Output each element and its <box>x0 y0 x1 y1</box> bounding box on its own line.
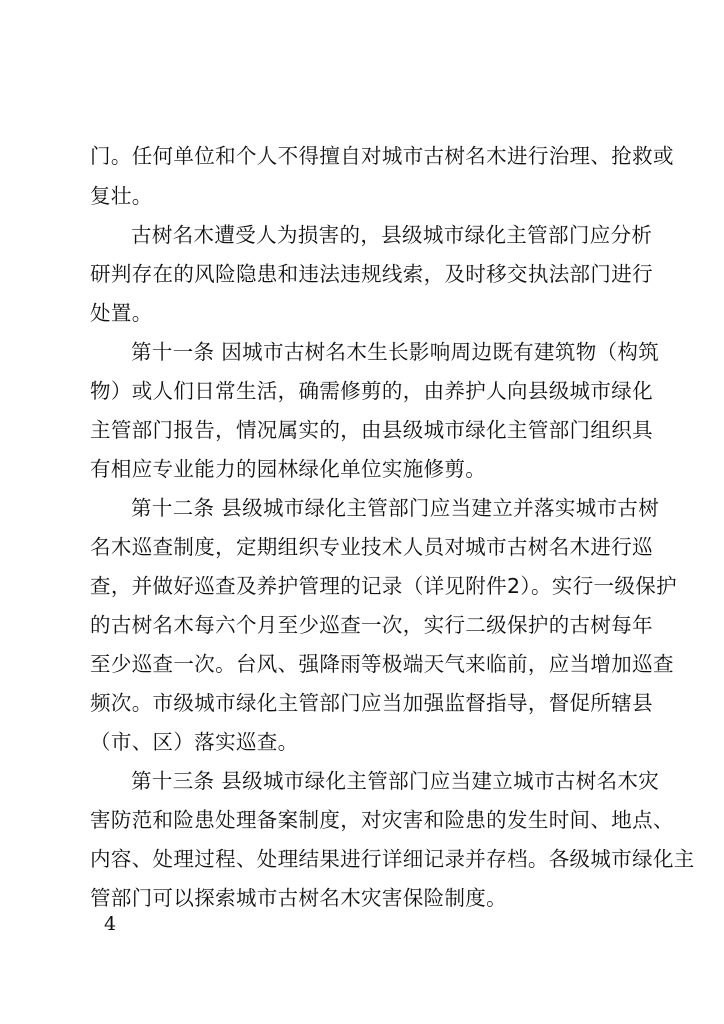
paragraph-4-line-7: （市、区）落实巡查。 <box>90 730 299 754</box>
paragraph-3-line-1: 第十一条 因城市古树名木生长影响周边既有建筑物（构筑 <box>131 340 660 364</box>
paragraph-2-line-2: 研判存在的风险隐患和违法违规线索，及时移交执法部门进行 <box>90 262 653 286</box>
paragraph-3-line-2: 物）或人们日常生活，确需修剪的，由养护人向县级城市绿化 <box>90 379 653 403</box>
paragraph-5-line-2: 害防范和险患处理备案制度，对灾害和险患的发生时间、地点、 <box>90 808 674 832</box>
paragraph-3-line-4: 有相应专业能力的园林绿化单位实施修剪。 <box>90 457 487 481</box>
paragraph-4-line-4: 的古树名木每六个月至少巡查一次，实行二级保护的古树每年 <box>90 613 653 637</box>
paragraph-2-line-3: 处置。 <box>90 301 153 325</box>
paragraph-1-line-2: 复壮。 <box>90 184 153 208</box>
page-number: 4 <box>104 913 117 935</box>
paragraph-2-line-1: 古树名木遭受人为损害的，县级城市绿化主管部门应分析 <box>131 223 653 247</box>
paragraph-3-line-3: 主管部门报告，情况属实的，由县级城市绿化主管部门组织具 <box>90 418 653 442</box>
paragraph-5-line-3: 内容、处理过程、处理结果进行详细记录并存档。各级城市绿化主 <box>90 847 695 871</box>
paragraph-4-line-6: 频次。市级城市绿化主管部门应当加强监督指导，督促所辖县 <box>90 691 653 715</box>
paragraph-5-line-4: 管部门可以探索城市古树名木灾害保险制度。 <box>90 886 507 910</box>
paragraph-4-line-5: 至少巡查一次。台风、强降雨等极端天气来临前，应当增加巡查 <box>90 652 674 676</box>
paragraph-4-line-3: 查，并做好巡查及养护管理的记录（详见附件2）。实行一级保护 <box>90 574 677 598</box>
paragraph-4-line-1: 第十二条 县级城市绿化主管部门应当建立并落实城市古树 <box>131 496 660 520</box>
paragraph-4-line-2: 名木巡查制度，定期组织专业技术人员对城市古树名木进行巡 <box>90 535 653 559</box>
paragraph-1-line-1: 门。任何单位和个人不得擅自对城市古树名木进行治理、抢救或 <box>90 144 674 168</box>
paragraph-5-line-1: 第十三条 县级城市绿化主管部门应当建立城市古树名木灾 <box>131 769 660 793</box>
